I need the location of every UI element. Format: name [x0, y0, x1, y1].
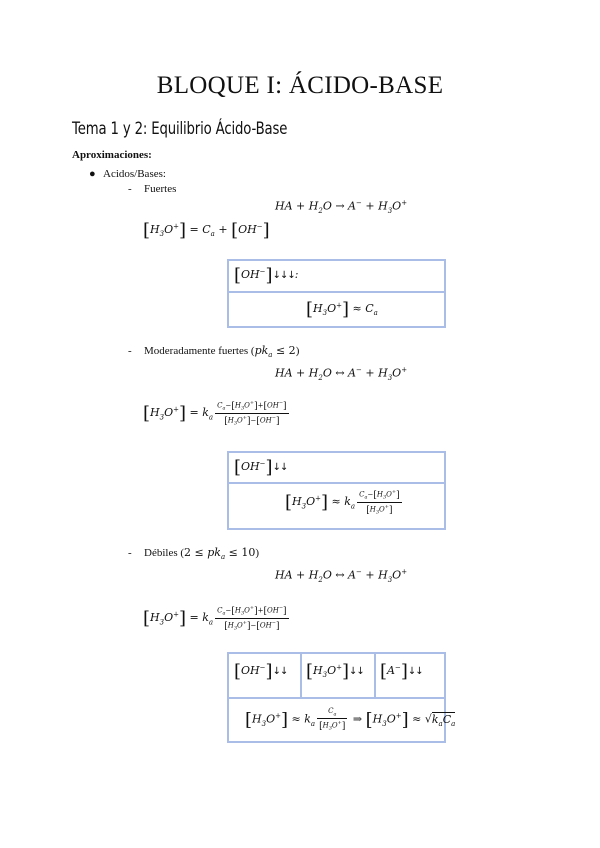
subitem-moderate: - Moderadamente fuertes $(pk_a \le 2)$ — [128, 344, 300, 360]
page-title: BLOQUE I: ÁCIDO-BASE — [156, 72, 444, 99]
bullet-label: Acidos/Bases: — [103, 168, 166, 180]
weak-box-col-divider-2 — [374, 652, 376, 699]
strong-equation: $[H_3O^+] = C_a + [OH^-]$ — [143, 220, 270, 241]
weak-label: Débiles ( — [144, 547, 185, 559]
moderate-box-result: $[H_3O^+] \approx k_a$ $\frac{C_a-[H_3O^+]}{[H_3O^+]}$ — [285, 489, 400, 516]
approximations-label: Aproximaciones: — [72, 149, 152, 161]
strong-box-header: [OH−]↓↓↓: — [234, 265, 299, 286]
subitem-strong — [128, 183, 176, 195]
dash-marker: - — [128, 547, 132, 559]
strong-box-divider — [227, 291, 446, 293]
moderate-box-divider — [227, 482, 446, 484]
strong-box-result: $[H_3O^+] \approx C_a$ — [306, 299, 378, 320]
dash-marker: - — [128, 345, 132, 357]
weak-equation: $[H_3O^+] = k_a$ $\frac{C_a-[H_3O^+]+[OH^-]}{[H_3O^+]-[OH^-]}$ — [143, 605, 287, 632]
weak-box-header-a: [A−]↓↓ — [380, 661, 423, 682]
weak-box-header-oh: [OH−]↓↓ — [234, 661, 288, 682]
moderate-label: Moderadamente fuertes ( — [144, 345, 255, 357]
bullet-acids-bases — [89, 168, 166, 180]
weak-box-result: $[H_3O^+] \approx k_a$ $\frac{C_a}{[H_3O^+]}$ ⇒ $[H_3O^+] \approx √k_aC_a$ — [245, 707, 456, 733]
moderate-box-header: [OH−]↓↓ — [234, 457, 288, 478]
dash-marker: - — [128, 183, 132, 195]
section-heading: Tema 1 y 2: Equilibrio Ácido-Base — [72, 119, 288, 139]
weak-box-header-h3o: $[H_3O^+]↓↓$ — [306, 661, 364, 682]
weak-box-divider — [227, 697, 446, 699]
strong-reaction: HA + $H_2O \to A^- + H_3O^+$ — [275, 199, 408, 215]
bullet-dot-icon: ● — [89, 168, 96, 180]
strong-label: Fuertes — [144, 183, 177, 195]
subitem-weak: - Débiles $(2 \le pk_a \le 10)$ — [128, 546, 260, 562]
moderate-reaction: HA + $H_2O$ ↔ $A^- + H_3O^+$ — [275, 366, 408, 382]
weak-box-col-divider-1 — [300, 652, 302, 699]
weak-reaction: HA + $H_2O$ ↔ $A^- + H_3O^+$ — [275, 568, 408, 584]
moderate-equation: $[H_3O^+] = k_a$ $\frac{C_a-[H_3O^+]+[OH^-]}{[H_3O^+]-[OH^-]}$ — [143, 400, 287, 427]
